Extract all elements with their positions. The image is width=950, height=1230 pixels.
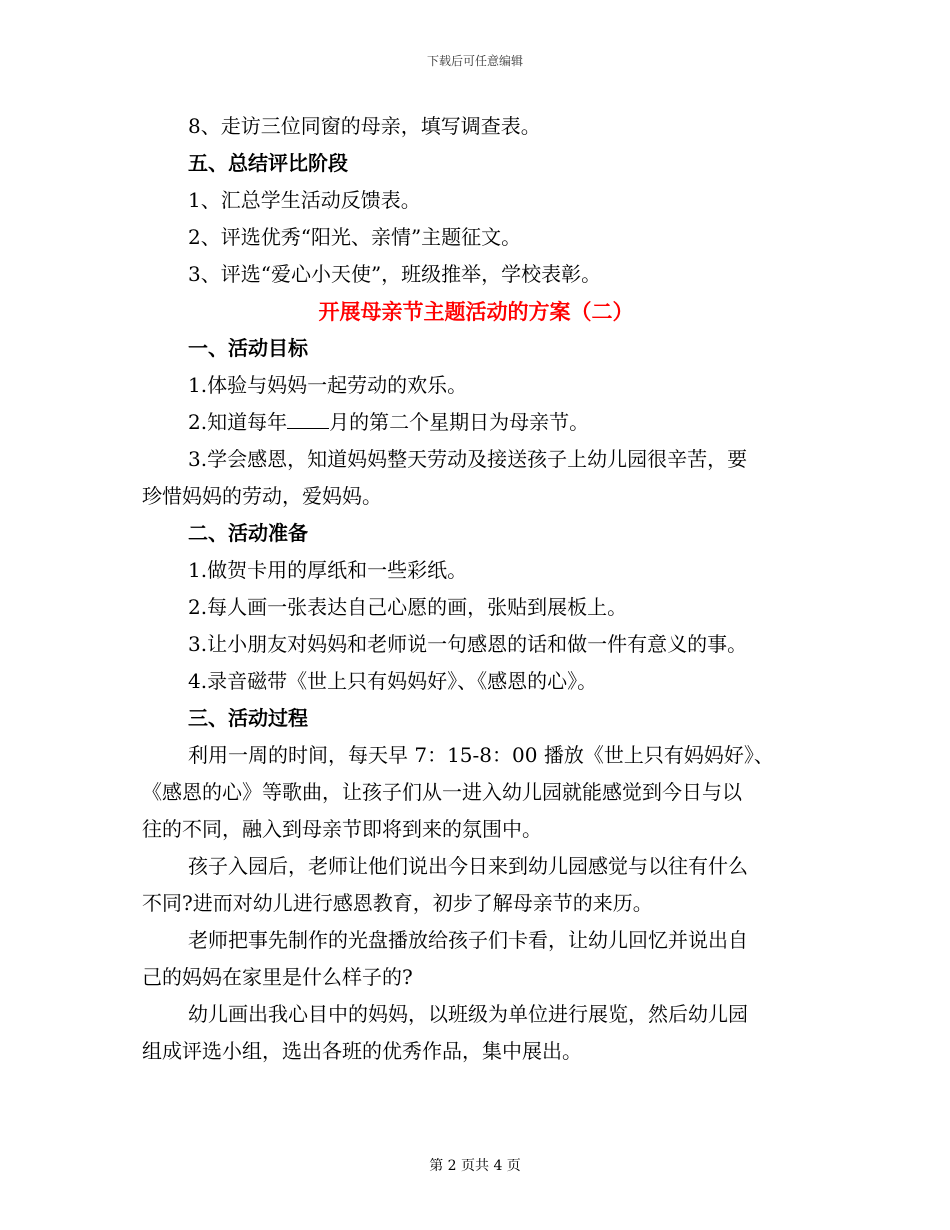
paragraph-line: 孩子入园后，老师让他们说出今日来到幼儿园感觉与以往有什么: [188, 854, 748, 878]
list-item: 1、汇总学生活动反馈表。: [188, 188, 421, 212]
list-item-with-blank: [142, 404, 810, 441]
section-heading-summary: 五、总结评比阶段: [188, 151, 348, 175]
paragraph-line: 利用一周的时间，每天早 7：15-8：00 播放《世上只有妈妈好》、: [188, 743, 774, 767]
list-item-text: 2.知道每年: [188, 410, 288, 434]
paragraph-line: 组成评选小组，选出各班的优秀作品，集中展出。: [142, 1039, 582, 1063]
page-header: 下载后可任意编辑: [426, 54, 523, 68]
paragraph-line: 《感恩的心》等歌曲，让孩子们从一进入幼儿园就能感觉到今日与以: [142, 780, 742, 804]
paragraph-line: 3.学会感恩，知道妈妈整天劳动及接送孩子上幼儿园很辛苦，要: [188, 447, 748, 471]
page-footer: 第 2 页共 4 页: [429, 1158, 521, 1174]
list-item: 2、评选优秀“阳光、亲情”主题征文。: [188, 225, 522, 249]
document-body: [142, 108, 810, 1070]
list-item: 3.让小朋友对妈妈和老师说一句感恩的话和做一件有意义的事。: [188, 632, 748, 656]
list-item: 1.做贺卡用的厚纸和一些彩纸。: [188, 558, 468, 582]
list-item: 2.每人画一张表达自己心愿的画，张贴到展板上。: [188, 595, 628, 619]
section-heading-goals: 一、活动目标: [188, 336, 308, 360]
section-heading-process: 三、活动过程: [188, 706, 308, 730]
fill-in-blank: [287, 410, 329, 429]
list-item: 1.体验与妈妈一起劳动的欢乐。: [188, 373, 468, 397]
paragraph-line: 老师把事先制作的光盘播放给孩子们卡看，让幼儿回忆并说出自: [188, 928, 748, 952]
paragraph-line: 幼儿画出我心目中的妈妈，以班级为单位进行展览，然后幼儿园: [188, 1002, 748, 1026]
paragraph-line: 不同?进而对幼儿进行感恩教育，初步了解母亲节的来历。: [142, 891, 653, 915]
paragraph-line: 珍惜妈妈的劳动，爱妈妈。: [142, 484, 382, 508]
section-heading-preparation: 二、活动准备: [188, 521, 308, 545]
list-item: 4.录音磁带《世上只有妈妈好》、《感恩的心》。: [188, 669, 598, 693]
list-item-text: 月的第二个星期日为母亲节。: [329, 410, 590, 434]
list-item: 8、走访三位同窗的母亲，填写调查表。: [188, 114, 541, 138]
paragraph-line: 往的不同，融入到母亲节即将到来的氛围中。: [142, 817, 542, 841]
list-item: 3、评选“爱心小天使”，班级推举，学校表彰。: [188, 262, 602, 286]
paragraph-line: 己的妈妈在家里是什么样子的?: [142, 965, 413, 989]
document-title: 开展母亲节主题活动的方案（二）: [318, 299, 634, 324]
